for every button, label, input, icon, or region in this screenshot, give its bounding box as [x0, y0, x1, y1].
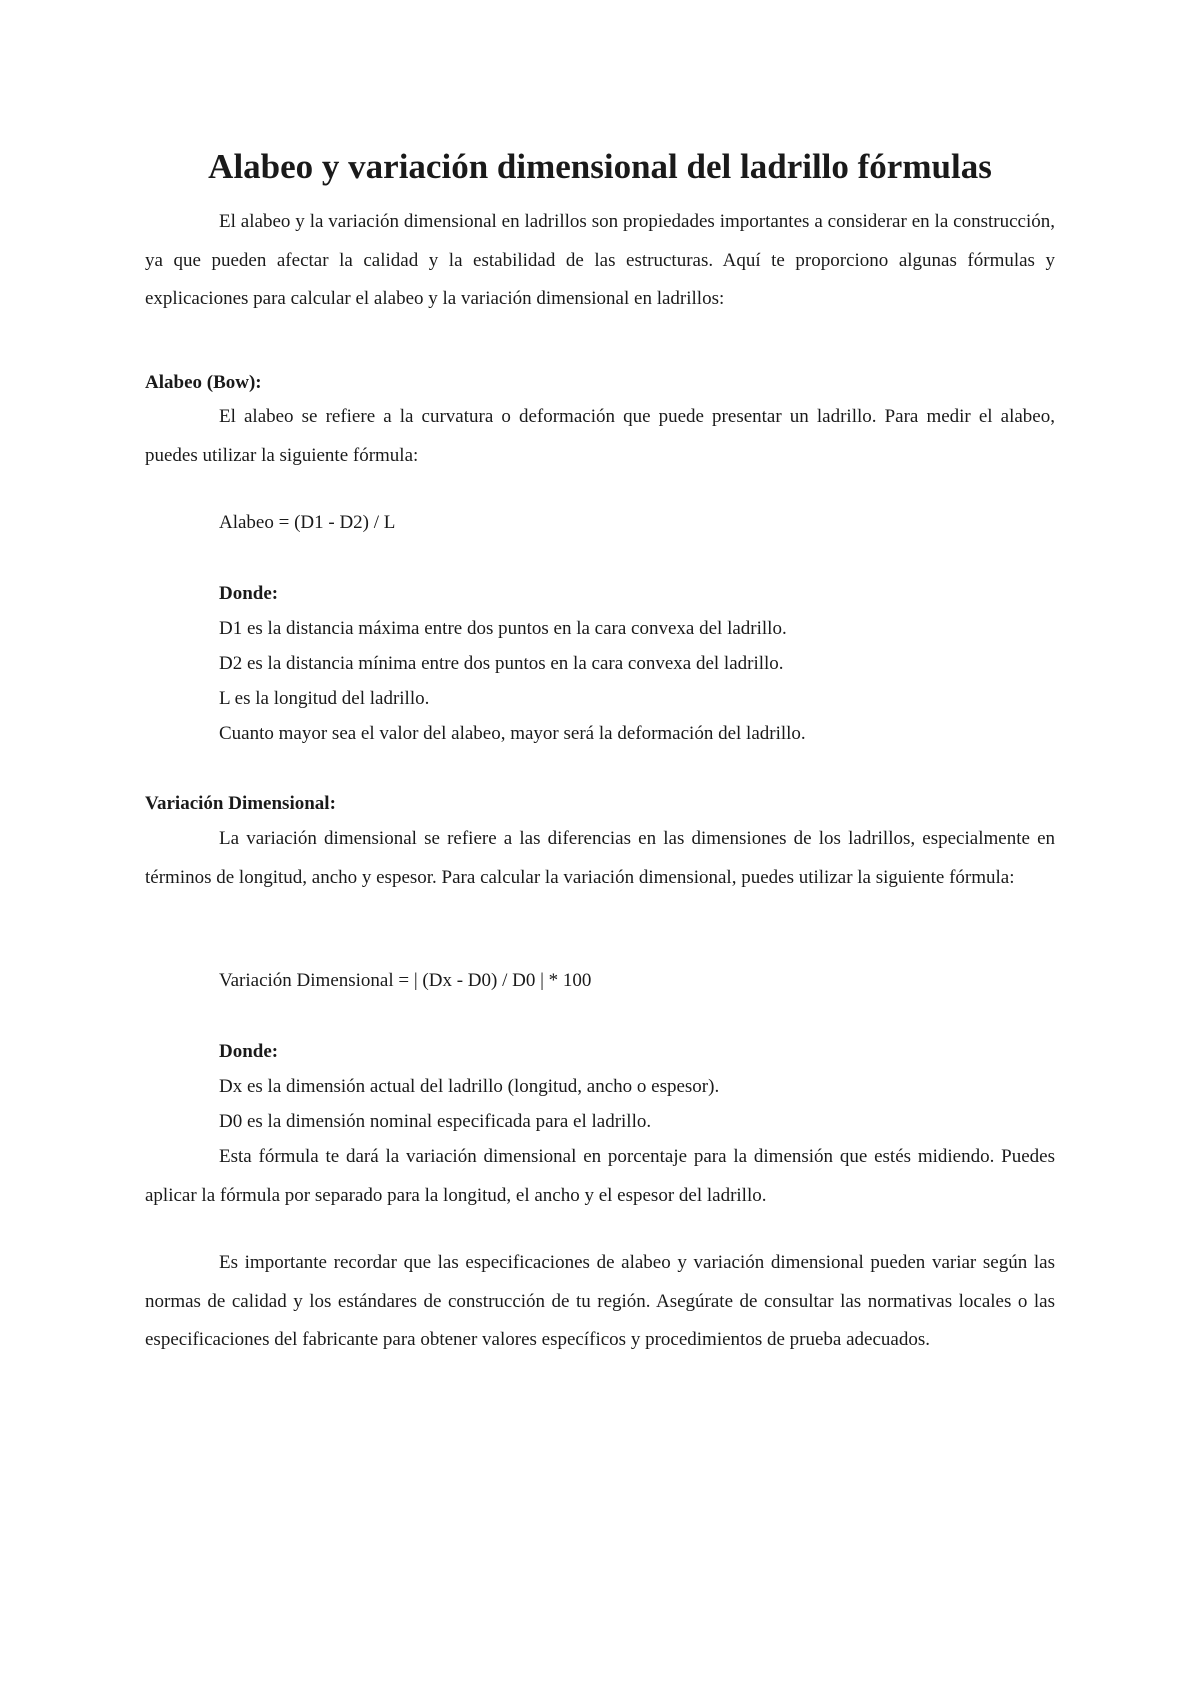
intro-paragraph: El alabeo y la variación dimensional en ladrillos son propiedades importantes a considerar en la construcción, ya que pueden afectar la calidad y la estabilidad de las estructuras. Aquí te proporciono algunas fórmulas y explicaciones para calcular el alabeo y la variación dimensional en ladrillos:	[145, 211, 1055, 309]
variacion-description: La variación dimensional se refiere a las diferencias en las dimensiones de los ladrillos, especialmente en términos de longitud, ancho y espesor. Para calcular la variación dimensional, puedes utilizar la siguiente fórmula:	[145, 828, 1055, 888]
variacion-where-label: Donde:	[219, 1041, 279, 1062]
variacion-item-dx: Dx es la dimensión actual del ladrillo (longitud, ancho o espesor).	[219, 1076, 720, 1097]
alabeo-item-d2: D2 es la distancia mínima entre dos puntos en la cara convexa del ladrillo.	[219, 653, 784, 674]
variacion-heading: Variación Dimensional:	[145, 793, 336, 814]
alabeo-item-d1: D1 es la distancia máxima entre dos puntos en la cara convexa del ladrillo.	[219, 618, 787, 639]
variacion-note: Esta fórmula te dará la variación dimensional en porcentaje para la dimensión que estés midiendo. Puedes aplicar la fórmula por separado para la longitud, el ancho y el espesor del ladrillo.	[145, 1146, 1055, 1206]
conclusion-paragraph: Es importante recordar que las especificaciones de alabeo y variación dimensional pueden variar según las normas de calidad y los estándares de construcción de tu región. Asegúrate de consultar las normativas locales o las especificaciones del fabricante para obtener valores específicos y procedimientos de prueba adecuados.	[145, 1252, 1055, 1350]
alabeo-heading: Alabeo (Bow):	[145, 372, 262, 393]
page-title: Alabeo y variación dimensional del ladrillo fórmulas	[208, 147, 992, 186]
alabeo-formula: Alabeo = (D1 - D2) / L	[219, 512, 396, 533]
variacion-formula: Variación Dimensional = | (Dx - D0) / D0 | * 100	[219, 970, 592, 991]
alabeo-description: El alabeo se refiere a la curvatura o deformación que puede presentar un ladrillo. Para medir el alabeo, puedes utilizar la siguiente fórmula:	[145, 406, 1055, 466]
alabeo-item-l: L es la longitud del ladrillo.	[219, 688, 430, 709]
variacion-item-d0: D0 es la dimensión nominal especificada para el ladrillo.	[219, 1111, 652, 1132]
alabeo-item-note: Cuanto mayor sea el valor del alabeo, mayor será la deformación del ladrillo.	[219, 723, 806, 744]
alabeo-where-label: Donde:	[219, 583, 279, 604]
